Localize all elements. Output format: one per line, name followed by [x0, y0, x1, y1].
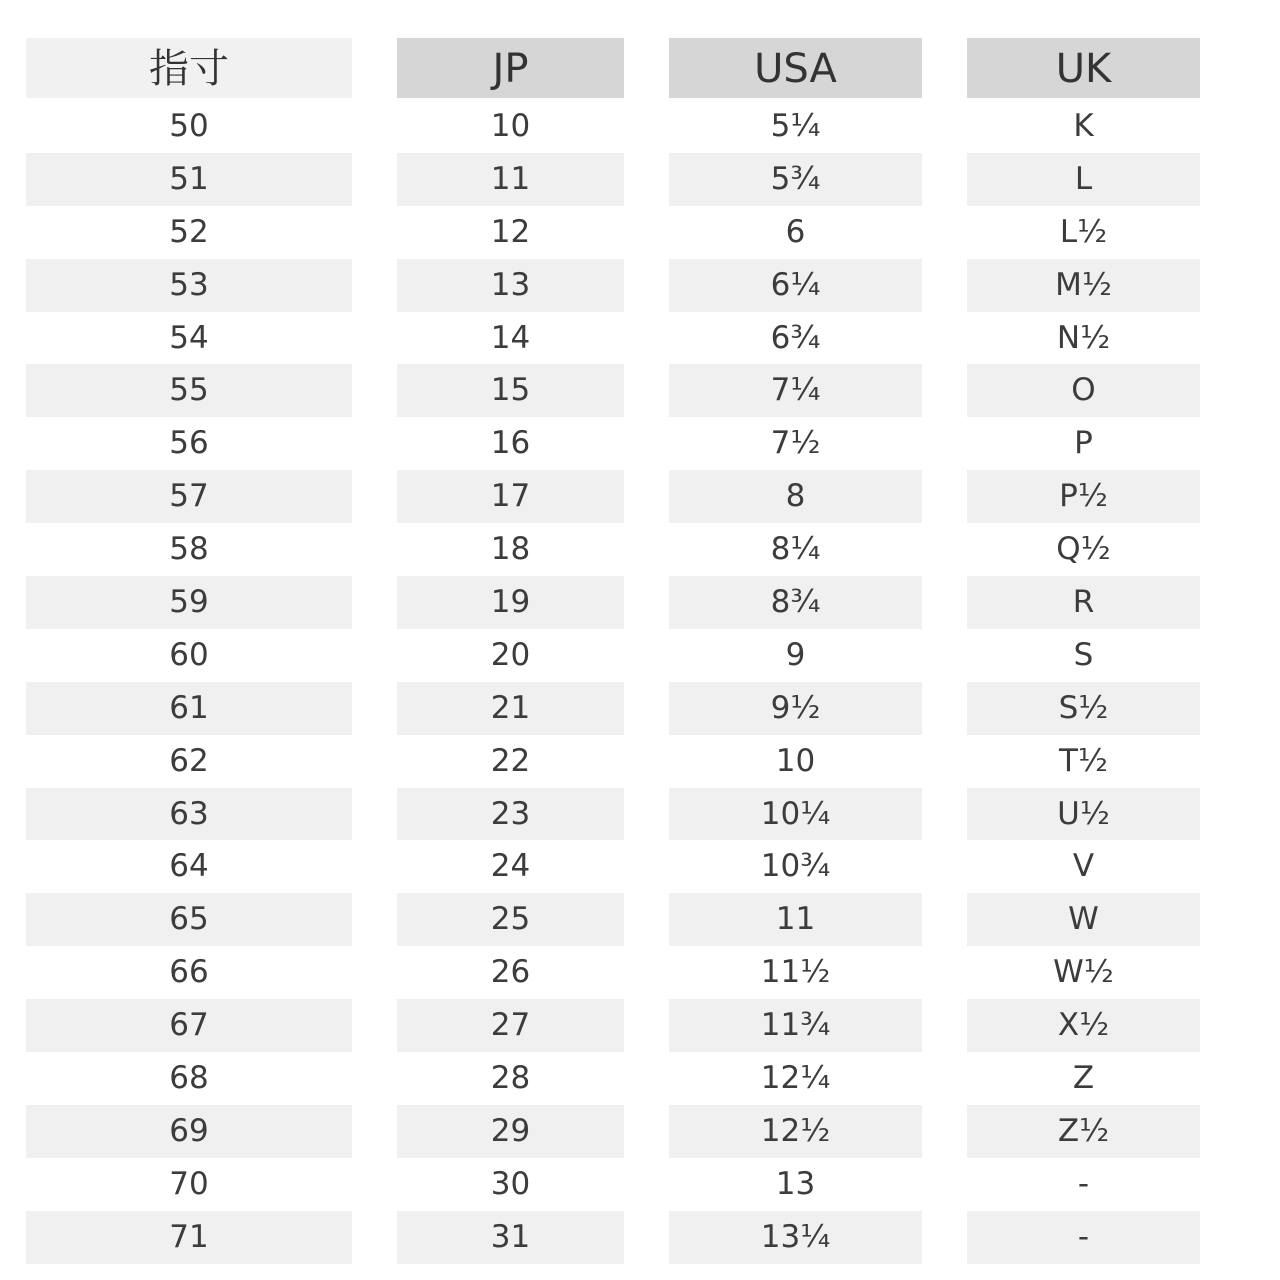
- table-cell: 67: [26, 999, 352, 1052]
- table-cell: 28: [397, 1052, 624, 1105]
- table-cell: 8: [669, 470, 922, 523]
- column-cells: [26, 100, 352, 1264]
- table-cell: 58: [26, 523, 352, 576]
- table-cell: 5¾: [669, 153, 922, 206]
- table-cell: -: [967, 1158, 1200, 1211]
- table-cell: 10: [669, 735, 922, 788]
- table-cell: 24: [397, 840, 624, 893]
- table-cell: 26: [397, 946, 624, 999]
- column-cells: [967, 100, 1200, 1264]
- table-cell: 62: [26, 735, 352, 788]
- column-cells: [397, 100, 624, 1264]
- table-cell: 56: [26, 417, 352, 470]
- table-cell: 15: [397, 364, 624, 417]
- table-cell: R: [967, 576, 1200, 629]
- table-cell: 30: [397, 1158, 624, 1211]
- table-cell: 9: [669, 629, 922, 682]
- table-cell: 9½: [669, 682, 922, 735]
- table-cell: P: [967, 417, 1200, 470]
- table-cell: Q½: [967, 523, 1200, 576]
- table-cell: L½: [967, 206, 1200, 259]
- table-cell: 6: [669, 206, 922, 259]
- table-cell: L: [967, 153, 1200, 206]
- table-cell: 65: [26, 893, 352, 946]
- table-cell: 11¾: [669, 999, 922, 1052]
- table-cell: W: [967, 893, 1200, 946]
- header-finger-size: 指寸: [26, 38, 352, 98]
- table-cell: O: [967, 364, 1200, 417]
- table-cell: T½: [967, 735, 1200, 788]
- table-cell: 53: [26, 259, 352, 312]
- table-cell: 61: [26, 682, 352, 735]
- table-cell: 6¼: [669, 259, 922, 312]
- table-cell: 54: [26, 312, 352, 365]
- table-cell: 66: [26, 946, 352, 999]
- table-cell: 29: [397, 1105, 624, 1158]
- table-cell: S: [967, 629, 1200, 682]
- table-cell: 10¾: [669, 840, 922, 893]
- table-cell: U½: [967, 788, 1200, 841]
- table-cell: 20: [397, 629, 624, 682]
- header-usa: USA: [669, 38, 922, 98]
- table-cell: 17: [397, 470, 624, 523]
- table-cell: 71: [26, 1211, 352, 1264]
- table-cell: 7½: [669, 417, 922, 470]
- table-cell: 13¼: [669, 1211, 922, 1264]
- table-cell: K: [967, 100, 1200, 153]
- table-cell: 13: [669, 1158, 922, 1211]
- table-cell: 8¾: [669, 576, 922, 629]
- header-jp: JP: [397, 38, 624, 98]
- table-cell: 50: [26, 100, 352, 153]
- column-jp: [397, 38, 624, 1264]
- table-cell: 23: [397, 788, 624, 841]
- table-cell: 7¼: [669, 364, 922, 417]
- table-cell: 18: [397, 523, 624, 576]
- table-cell: 16: [397, 417, 624, 470]
- table-cell: 12¼: [669, 1052, 922, 1105]
- table-cell: 69: [26, 1105, 352, 1158]
- column-cells: [669, 100, 922, 1264]
- table-cell: 68: [26, 1052, 352, 1105]
- table-cell: 22: [397, 735, 624, 788]
- table-cell: V: [967, 840, 1200, 893]
- table-cell: X½: [967, 999, 1200, 1052]
- table-cell: 70: [26, 1158, 352, 1211]
- table-cell: 12½: [669, 1105, 922, 1158]
- table-cell: N½: [967, 312, 1200, 365]
- table-cell: 31: [397, 1211, 624, 1264]
- table-cell: 27: [397, 999, 624, 1052]
- table-cell: 14: [397, 312, 624, 365]
- table-cell: 13: [397, 259, 624, 312]
- table-cell: 19: [397, 576, 624, 629]
- table-cell: Z½: [967, 1105, 1200, 1158]
- table-cell: 59: [26, 576, 352, 629]
- table-cell: 57: [26, 470, 352, 523]
- table-cell: 55: [26, 364, 352, 417]
- table-cell: 63: [26, 788, 352, 841]
- table-cell: 52: [26, 206, 352, 259]
- table-cell: 6¾: [669, 312, 922, 365]
- table-cell: M½: [967, 259, 1200, 312]
- table-cell: 11: [669, 893, 922, 946]
- table-cell: S½: [967, 682, 1200, 735]
- table-cell: W½: [967, 946, 1200, 999]
- header-uk: UK: [967, 38, 1200, 98]
- column-uk: [967, 38, 1200, 1264]
- table-cell: P½: [967, 470, 1200, 523]
- table-cell: -: [967, 1211, 1200, 1264]
- table-cell: 21: [397, 682, 624, 735]
- table-cell: 8¼: [669, 523, 922, 576]
- table-cell: 25: [397, 893, 624, 946]
- table-cell: 51: [26, 153, 352, 206]
- table-cell: 60: [26, 629, 352, 682]
- table-cell: 10¼: [669, 788, 922, 841]
- column-usa: [669, 38, 922, 1264]
- table-cell: 11½: [669, 946, 922, 999]
- column-finger-size: [26, 38, 352, 1264]
- table-cell: Z: [967, 1052, 1200, 1105]
- table-cell: 10: [397, 100, 624, 153]
- table-cell: 12: [397, 206, 624, 259]
- table-cell: 5¼: [669, 100, 922, 153]
- table-cell: 64: [26, 840, 352, 893]
- table-cell: 11: [397, 153, 624, 206]
